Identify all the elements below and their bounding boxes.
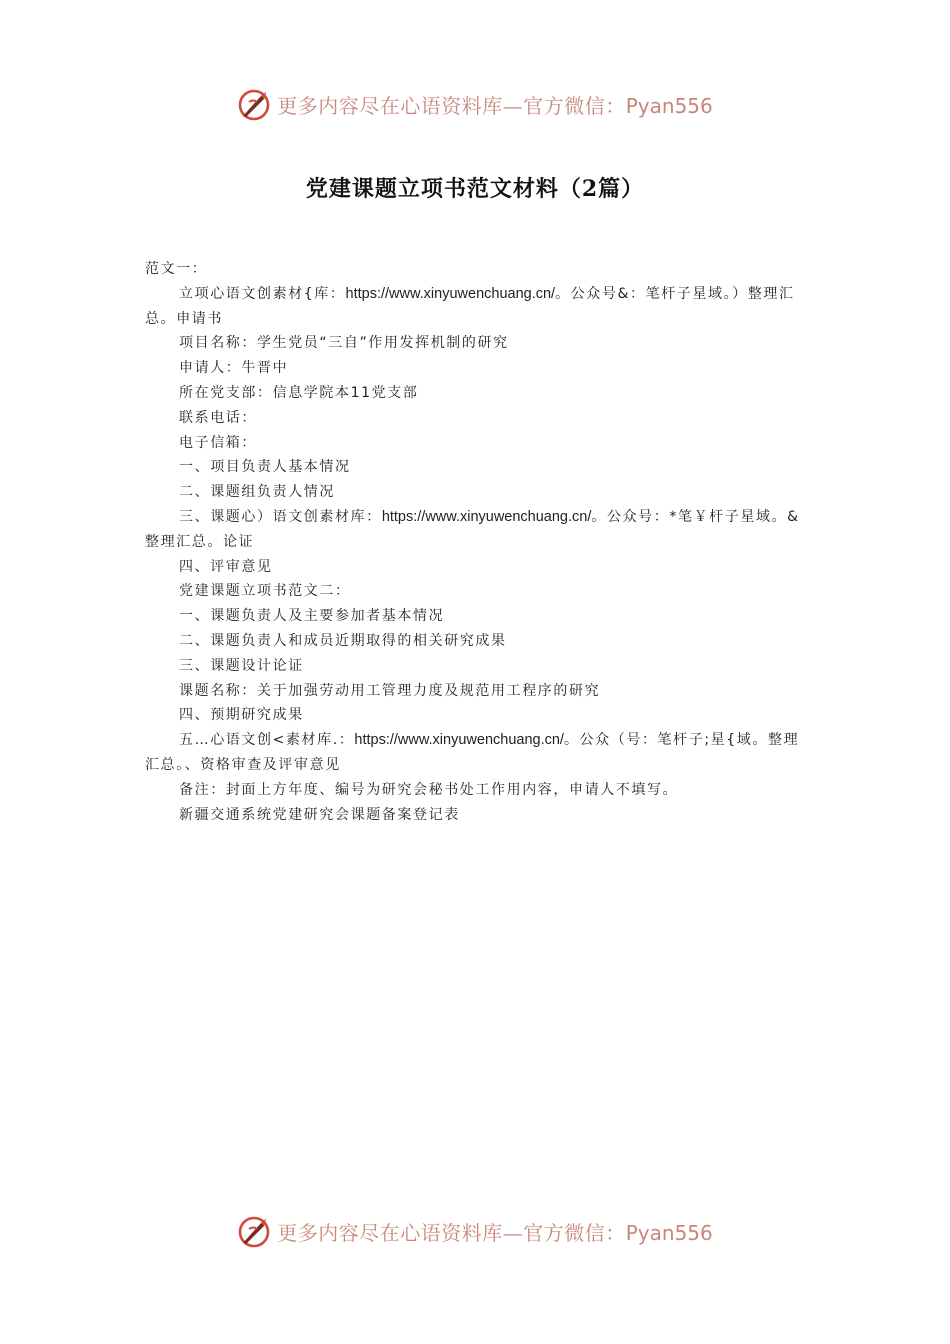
body-line-text: 一、课题负责人及主要参加者基本情况 (179, 608, 445, 625)
body-line-text: 所在党支部：信息学院本11党支部 (179, 384, 419, 401)
body-line-text: 电子信箱： (179, 434, 257, 451)
body-line-text: 项目名称：学生党员“三自”作用发挥机制的研究 (179, 335, 509, 352)
body-line (145, 703, 809, 728)
body-line-url: https://www.xinyuwenchuang.cn/ (381, 508, 592, 525)
body-line (145, 282, 809, 332)
body-line (145, 381, 809, 406)
body-line-text: 联系电话： (179, 409, 257, 426)
body-line-url: https://www.xinyuwenchuang.cn/ (354, 732, 564, 749)
body-line (145, 455, 809, 480)
document-title: 党建课题立项书范文材料（2篇） (305, 176, 645, 202)
body-line-text-after: 。公众号&：笔杆子星域。）整理汇总。申请书 (145, 285, 795, 327)
watermark-text (277, 1217, 713, 1246)
body-line (145, 257, 809, 282)
body-line-text-after: 。公众号：*笔￥杆子星域。&整理汇总。论证 (145, 508, 800, 550)
body-line (145, 431, 809, 456)
body-line (145, 356, 809, 381)
pen-logo-icon (237, 1213, 273, 1249)
body-line (145, 728, 809, 778)
body-line-text: 申请人：牛晋中 (179, 360, 289, 377)
body-line (145, 331, 809, 356)
body-line (145, 654, 809, 679)
watermark-banner-top (0, 82, 950, 126)
watermark-banner-bottom (0, 1209, 950, 1253)
body-line-text: 二、课题组负责人情况 (179, 484, 335, 501)
body-line-url: https://www.xinyuwenchuang.cn/ (345, 285, 556, 302)
body-line-text-after: 。公众（号：笔杆子;星{域。整理汇总。、资格审查及评审意见 (145, 732, 800, 773)
watermark-text (277, 90, 713, 119)
watermark-prefix: 更多内容尽在心语资料库—官方微信： (277, 93, 626, 118)
body-line (145, 629, 809, 654)
body-line-text: 一、项目负责人基本情况 (179, 459, 351, 476)
body-line-text: 五…心语文创<素材库.： (179, 732, 355, 749)
body-line (145, 679, 809, 704)
body-line (145, 604, 809, 629)
body-line-text: 新疆交通系统党建研究会课题备案登记表 (179, 806, 460, 823)
body-line-text: 二、课题负责人和成员近期取得的相关研究成果 (179, 632, 507, 649)
body-line (145, 555, 809, 580)
watermark-wechat-id: Pyan556 (625, 93, 713, 118)
body-line-text: 三、课题心）语文创素材库： (179, 508, 382, 525)
body-line (145, 406, 809, 431)
watermark-prefix: 更多内容尽在心语资料库—官方微信： (277, 1220, 626, 1245)
body-line-text: 范文一： (145, 261, 208, 277)
body-line-text: 课题名称：关于加强劳动用工管理力度及规范用工程序的研究 (179, 682, 601, 699)
document-body (145, 257, 809, 827)
body-line-text: 四、预期研究成果 (179, 707, 304, 724)
body-line (145, 505, 809, 555)
body-line (145, 480, 809, 505)
body-line-text: 党建课题立项书范文二： (179, 583, 351, 600)
body-line (145, 579, 809, 604)
body-line-text: 立项心语文创素材{库： (179, 285, 346, 302)
body-line-text: 备注：封面上方年度、编号为研究会秘书处工作用内容，申请人不填写。 (179, 781, 679, 798)
body-line (145, 803, 809, 828)
pen-logo-icon (237, 86, 273, 122)
body-line (145, 778, 809, 803)
body-line-text: 四、评审意见 (179, 558, 273, 575)
watermark-wechat-id: Pyan556 (625, 1220, 713, 1245)
body-line-text: 三、课题设计论证 (179, 657, 304, 674)
